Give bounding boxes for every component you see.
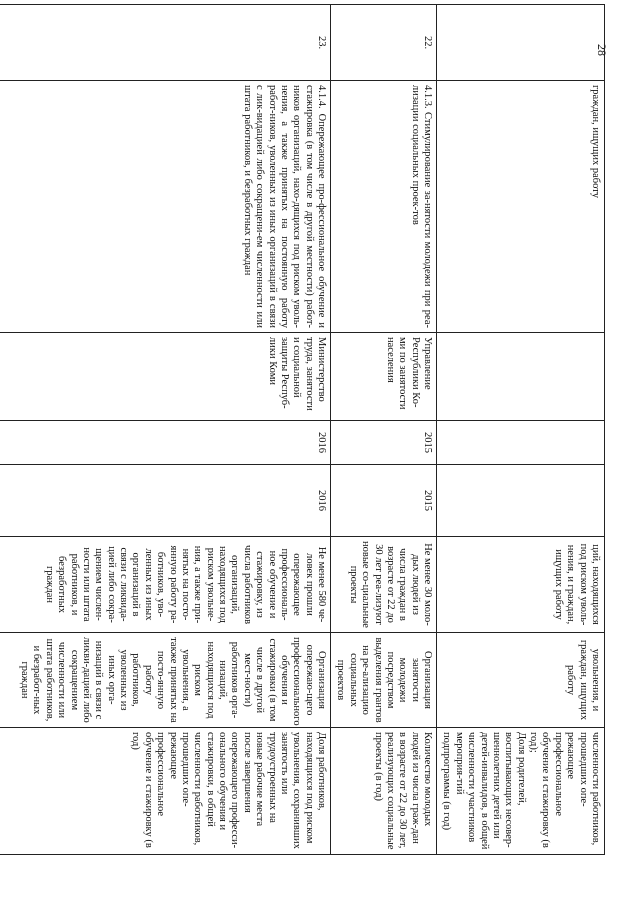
- measure-name-cell: 4.1.3. Стимулирование за-нятости молодежи при реа-лизации социальных проек-тов: [331, 81, 437, 333]
- end-year-cell: [437, 465, 605, 537]
- main-direction-cell: увольнения, и граждан, ищущих работу: [437, 633, 605, 728]
- page-number: 28: [595, 44, 609, 56]
- measure-name-cell: 4.1.4. Опережающее про-фессиональное обучение и стажировка (в том числе в другой местности) работ-ников организаций, нахо-дящихся под риском уволь-нения, а также принятых на постоянную работу работ-ников, уволенных из иных организаций в связи с лик-видацией либо сокращени-ем численности или штата работников, и безработных граждан: [0, 81, 331, 333]
- indicator-cell: численности работников, прошедших опе-режающее профессиональное обучение и стажировку (в год); Доля родителей, воспитывающих несовер-шеннолетних детей или детей-инвалидов, в общей численности участников мероприя-тий подпрограммы (в год): [437, 728, 605, 855]
- row-number-cell: [437, 5, 605, 81]
- table-row: [0, 5, 331, 855]
- start-year-cell: 2016: [0, 421, 331, 465]
- rotated-table-area: [19, 4, 605, 854]
- expected-result-cell: Не менее 580 че-ловек прошли опережающее профессиональ-ное обучение и стажировку, из числа работников организаций, находящихся под риском увольне-ния, а также при-нятых на посто-янную работу ра-ботников, уво-ленных из иных организаций в связи с ликвида-цией либо сокра-щением числен-ности или штата работников, и безработных граждан: [0, 537, 331, 633]
- responsible-organization-cell: [437, 333, 605, 421]
- main-direction-cell: Организация опережаю-щего профессионального обучения и стажировки (в том числе в другой мест-ности) работников орга-низаций, находящихся под риском увольнения, а также принятых на посто-янную работу работников, уволенных из иных орга-низаций в связи с ликви-дацией либо сокращением численности или штата работников, и безработ-ных граждан: [0, 633, 331, 728]
- row-number-cell: 23.: [0, 5, 331, 81]
- expected-result-cell: ций, находящихся под риском уволь-нения, и граждан, ищущих работу: [437, 537, 605, 633]
- responsible-organization-cell: Управление Республики Ко-ми по занятости населения: [331, 333, 437, 421]
- table-row: [437, 5, 605, 855]
- expected-result-cell: Не менее 30 моло-дых людей из числа граждан в возрасте от 22 до 30 лет реа-лизуют новые со-циальные проекты: [331, 537, 437, 633]
- main-direction-cell: Организация занятости молодежи посредством выделения грантов на ре-ализацию социальных проектов: [331, 633, 437, 728]
- row-number-cell: 22.: [331, 5, 437, 81]
- measure-name-cell: граждан, ищущих работу: [437, 81, 605, 333]
- start-year-cell: 2015: [331, 421, 437, 465]
- indicator-cell: Количество молодых людей из числа граж-дан в возрасте от 22 до 30 лет, реализующих социальные проекты (в год): [331, 728, 437, 855]
- responsible-organization-cell: Министерство труда, занятости и социальной защиты Респуб-лики Коми: [0, 333, 331, 421]
- start-year-cell: [437, 421, 605, 465]
- end-year-cell: 2015: [331, 465, 437, 537]
- indicator-cell: Доля работников, находящихся под риском увольнения, сохранивших занятость или трудоустроенных на новые рабочие места после завершения опережающего професси-онального обучения и стажировки, в общей численности работников, прошедших опе-режающее профессиональное обучение и стажировку (в год): [0, 728, 331, 855]
- end-year-cell: 2016: [0, 465, 331, 537]
- measures-table: [0, 4, 605, 855]
- table-row: [331, 5, 437, 855]
